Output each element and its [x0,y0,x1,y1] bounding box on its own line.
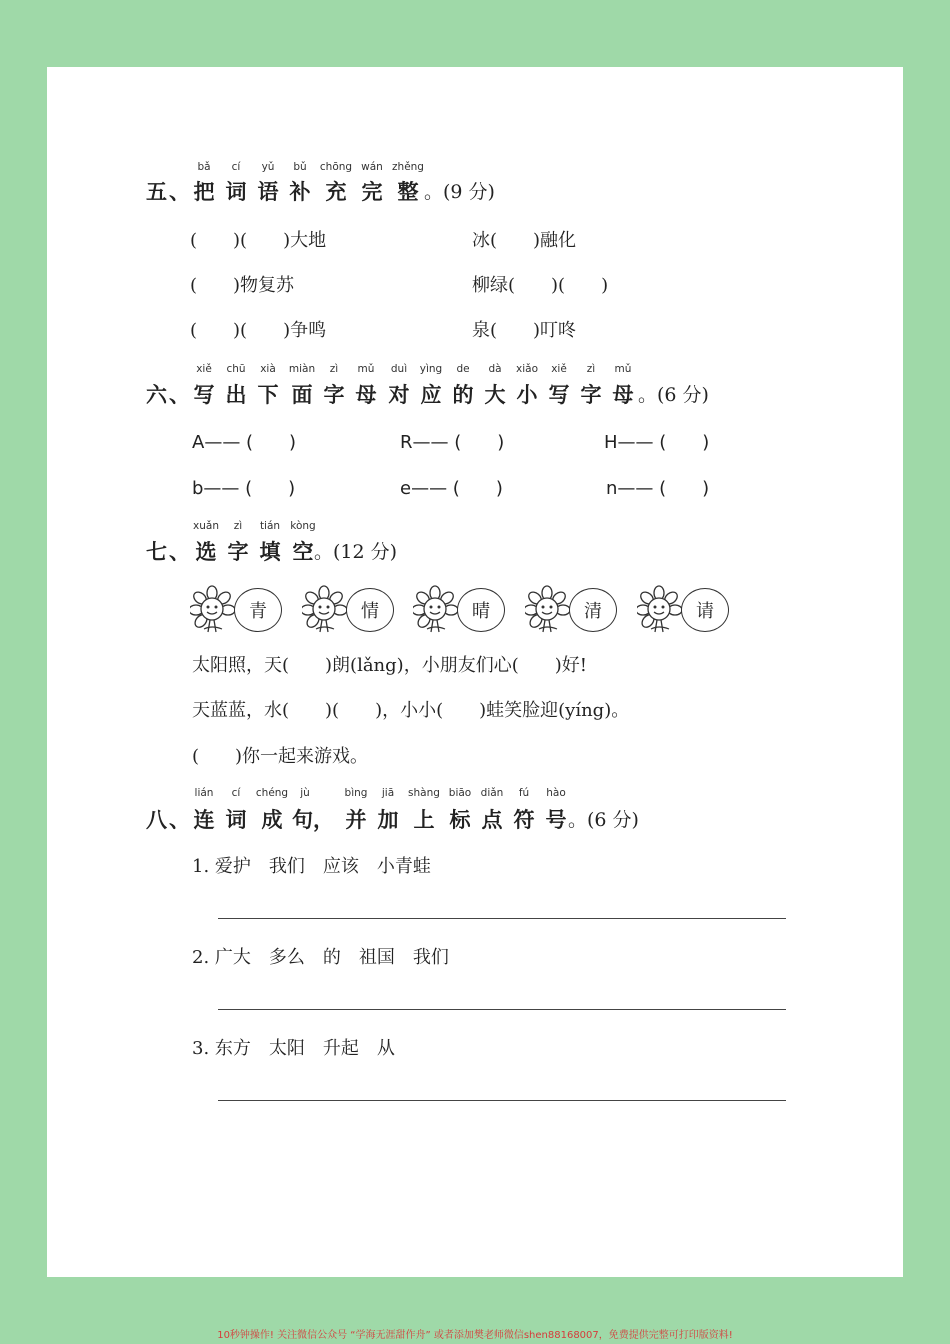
s7-sentence-3: ( )你一起来游戏。 [192,746,369,767]
pinyin-label: xiě [196,363,212,375]
pinyin-label: jiā [381,787,395,799]
title-char: 成 [261,808,283,832]
section-7-score: 。(12 分) [314,541,398,563]
section-8-score: 。(6 分) [568,809,639,831]
pinyin-label: cí [231,787,241,799]
pinyin-label: hào [546,787,566,799]
pinyin-label: xiǎo [516,363,538,375]
footer-promo-text: 10秒钟操作! 关注微信公众号 “学海无涯甜作舟” 或者添加樊老师微信shen88168007，免费提供完整可打印版资料! [217,1330,733,1341]
pinyin-label: yìng [419,363,443,375]
title-char: 加 [377,808,399,832]
title-char: 整 [397,180,419,204]
s5-row1-right: 冰( )融化 [472,230,577,251]
pinyin-label: bìng [344,787,368,799]
pinyin-label: duì [390,363,408,375]
s6-row2-col3: n—— ( ) [606,478,710,499]
option-flower[interactable] [302,585,397,635]
option-flower[interactable] [413,585,508,635]
section-6-score: 。(6 分) [638,384,709,406]
title-char: 写 [548,383,570,407]
section-5-number: 五、 [146,180,192,204]
title-char: 补 [289,180,311,204]
title-char: 下 [257,383,279,407]
pinyin-label: zì [233,520,243,532]
pinyin-label: zì [586,363,596,375]
title-char: 标 [449,808,471,832]
title-char: 选 [195,540,217,564]
title-char: 把 [193,180,215,204]
pinyin-label: chū [226,363,246,375]
section-6-number: 六、 [146,383,192,407]
sunflower-icon [637,585,685,635]
pinyin-label: chéng [255,787,289,799]
s5-row3-right: 泉( )叮咚 [472,320,577,341]
pinyin-label: shàng [408,787,440,799]
s6-row1-col1: A—— ( ) [192,432,297,453]
title-char: 词 [225,180,247,204]
option-char: 青 [234,588,282,632]
sunflower-icon [302,585,350,635]
title-char: 字 [580,383,602,407]
option-char: 情 [346,588,394,632]
title-char: 填 [259,540,281,564]
option-char: 晴 [457,588,505,632]
section-8-number: 八、 [146,808,192,832]
title-char: 语 [257,180,279,204]
pinyin-label: lián [194,787,214,799]
option-char: 请 [681,588,729,632]
s6-row1-col3: H—— ( ) [604,432,710,453]
pinyin-label: de [456,363,470,375]
pinyin-label: chōng [319,161,353,173]
pinyin-label: mǔ [614,363,632,375]
sunflower-icon [190,585,238,635]
title-char: 号 [545,808,567,832]
title-char: 母 [355,383,377,407]
title-char: 点 [481,808,503,832]
pinyin-label: wán [361,161,383,173]
s6-row1-col2: R—— ( ) [400,432,505,453]
sunflower-icon [413,585,461,635]
pinyin-label: jù [300,787,310,799]
s8-answer-line-2[interactable] [218,1009,786,1010]
title-char: 小 [516,383,538,407]
title-char: 对 [388,383,410,407]
s8-answer-line-3[interactable] [218,1100,786,1101]
pinyin-label: dà [488,363,502,375]
s8-item-3: 3. 东方 太阳 升起 从 [192,1038,395,1059]
title-char: 母 [612,383,634,407]
pinyin-label: kòng [290,520,316,532]
title-char: 词 [225,808,247,832]
title-char: 应 [420,383,442,407]
title-char: 空 [292,540,314,564]
s7-sentence-2: 天蓝蓝，水( )( )，小小( )蛙笑脸迎(yíng)。 [192,700,630,721]
s6-row2-col2: e—— ( ) [400,478,503,499]
s7-sentence-1: 太阳照，天( )朗(lǎng)，小朋友们心( )好! [192,655,587,676]
title-char: 出 [225,383,247,407]
s5-row3-left: ( )( )争鸣 [190,320,327,341]
title-char: 符 [513,808,535,832]
pinyin-label: yǔ [261,161,275,173]
title-char: 字 [227,540,249,564]
title-char: 连 [193,808,215,832]
pinyin-label: biāo [448,787,472,799]
s5-row1-left: ( )( )大地 [190,230,327,251]
pinyin-label: zhěng [392,161,424,173]
s5-row2-right: 柳绿( )( ) [472,275,609,296]
pinyin-label: tián [259,520,281,532]
title-char: 句， [292,808,334,832]
title-char: 充 [325,180,347,204]
title-char: 面 [291,383,313,407]
option-flower[interactable] [637,585,732,635]
s8-answer-line-1[interactable] [218,918,786,919]
s8-item-2: 2. 广大 多么 的 祖国 我们 [192,947,449,968]
s8-item-1: 1. 爱护 我们 应该 小青蛙 [192,856,431,877]
pinyin-label: xuǎn [193,520,219,532]
title-char: 上 [413,808,435,832]
title-char: 并 [345,808,367,832]
pinyin-label: diǎn [480,787,504,799]
option-char: 清 [569,588,617,632]
pinyin-label: zì [329,363,339,375]
pinyin-label: mǔ [357,363,375,375]
title-char: 完 [361,180,383,204]
section-7-number: 七、 [146,540,192,564]
pinyin-label: xiě [551,363,567,375]
title-char: 写 [193,383,215,407]
pinyin-label: fú [518,787,530,799]
pinyin-label: bǎ [197,161,211,173]
option-flower[interactable] [190,585,285,635]
pinyin-label: xià [260,363,276,375]
pinyin-label: cí [231,161,241,173]
title-char: 大 [484,383,506,407]
pinyin-label: bǔ [293,161,307,173]
title-char: 的 [452,383,474,407]
pinyin-label: miàn [288,363,316,375]
option-flower[interactable] [525,585,620,635]
section-5-score: 。(9 分) [424,181,495,203]
s6-row2-col1: b—— ( ) [192,478,296,499]
s5-row2-left: ( )物复苏 [190,275,295,296]
sunflower-icon [525,585,573,635]
title-char: 字 [323,383,345,407]
